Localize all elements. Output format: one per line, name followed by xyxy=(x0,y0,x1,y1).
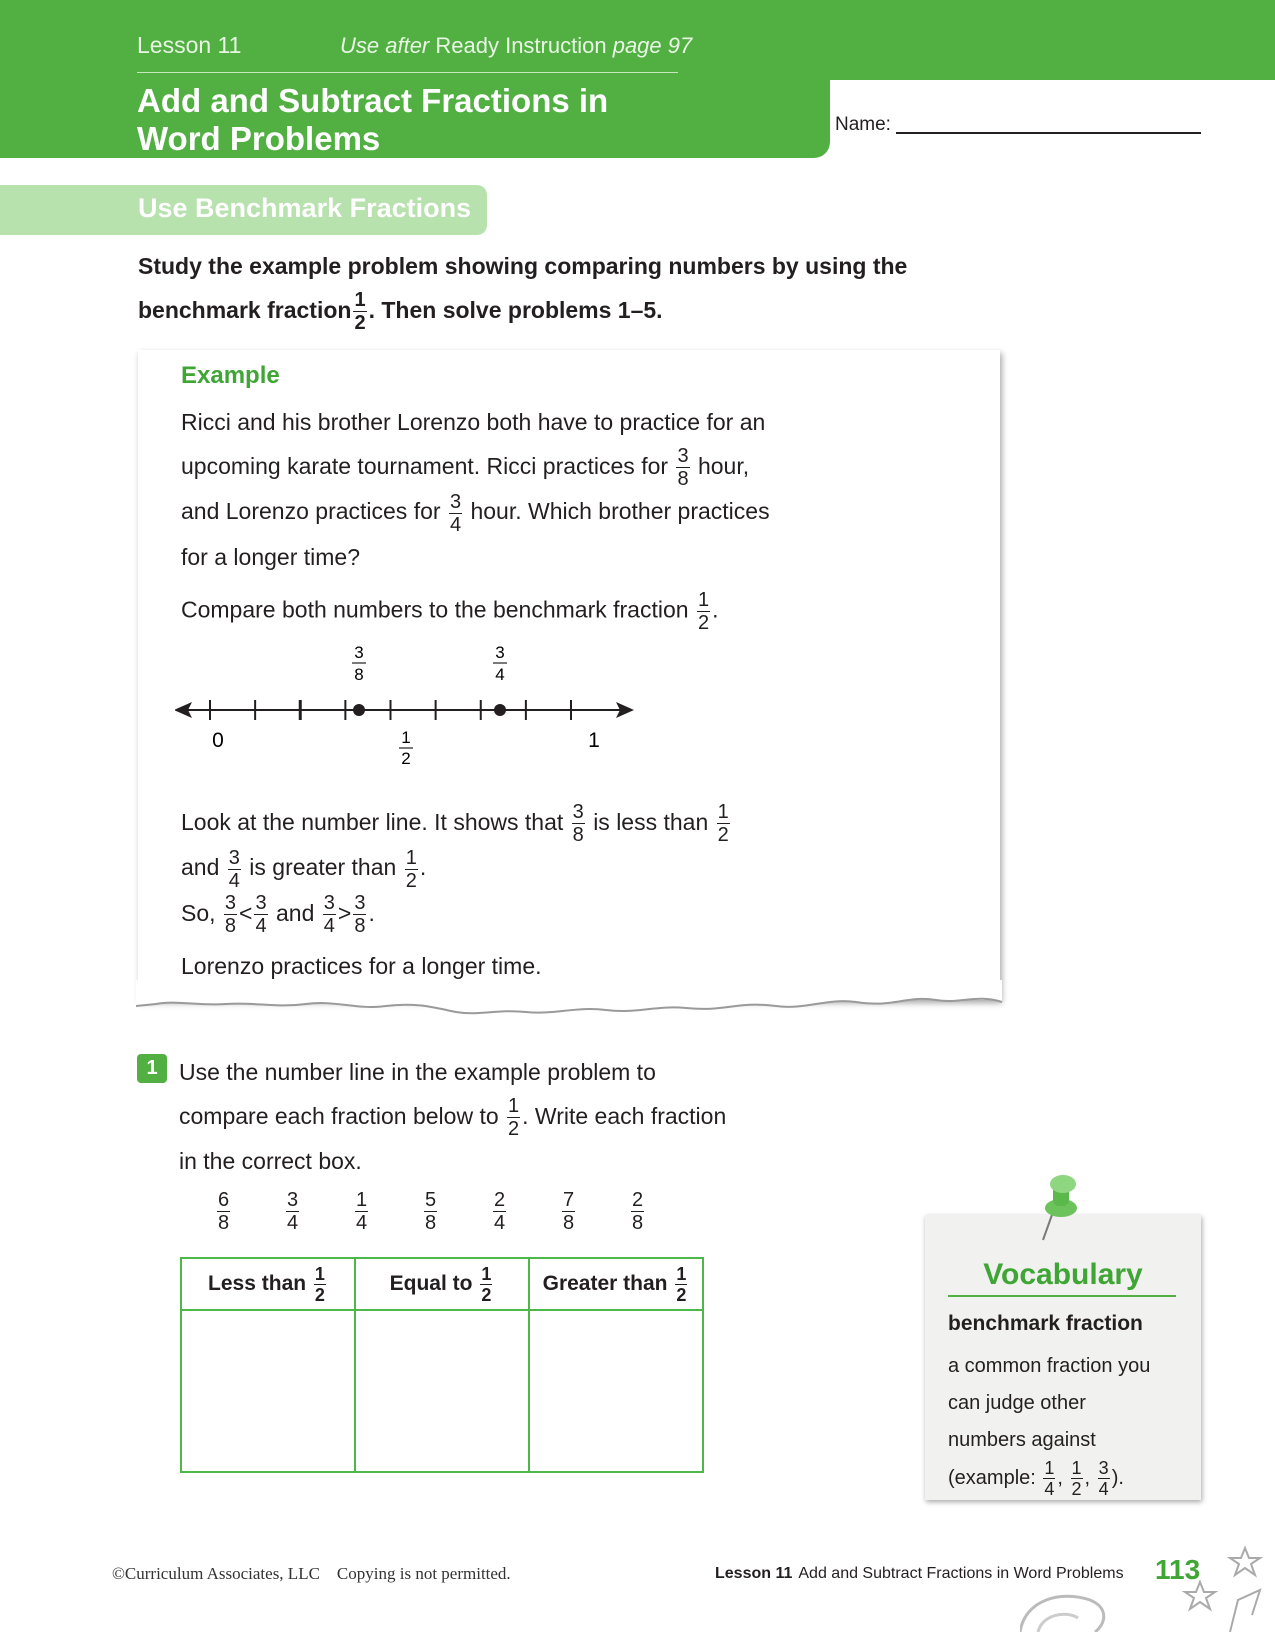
copyright: ©Curriculum Associates, LLC Copying is not permitted. xyxy=(112,1564,511,1583)
drop-box-greater-than[interactable] xyxy=(529,1310,703,1472)
draggable-fraction[interactable]: $\frac{2}{8}$ xyxy=(632,1189,644,1234)
name-field[interactable] xyxy=(896,132,1201,134)
header-divider xyxy=(137,72,678,73)
column-greater-than: Greater than $\frac{1}{2}$ xyxy=(529,1258,703,1310)
number-line xyxy=(175,640,635,770)
lesson-label: Lesson 11 xyxy=(137,32,242,58)
draggable-fraction[interactable]: $\frac{2}{4}$ xyxy=(494,1189,506,1234)
definition-line-1: a common fraction you xyxy=(948,1355,1151,1377)
instructions-text-end: . Then solve problems 1–5. xyxy=(368,297,663,323)
column-less-than: Less than $\frac{1}{2}$ xyxy=(181,1258,355,1310)
example-line-2: upcoming karate tournament. Ricci practices for $\frac{3}{8}$ hour, xyxy=(181,445,750,491)
page-number: 113 xyxy=(1155,1554,1201,1585)
point-3-4 xyxy=(494,704,506,716)
use-after-prefix: Use after xyxy=(340,33,430,58)
use-after-book: Ready Instruction xyxy=(429,33,613,58)
example-line-1: Ricci and his brother Lorenzo both have to practice for an xyxy=(181,409,766,435)
example-problem xyxy=(181,400,821,579)
point-label-3-4-den: 4 xyxy=(495,665,505,684)
vocabulary-term: benchmark fraction xyxy=(948,1312,1143,1335)
decorative-stars-icon xyxy=(1020,1530,1275,1632)
fraction-3-4: $\frac{3}{4}$ xyxy=(255,892,267,938)
fraction-3-8: $\frac{3}{8}$ xyxy=(354,892,366,938)
fraction-3-4: $\frac{3}{4}$ xyxy=(228,846,240,892)
problem-1-text xyxy=(179,1050,779,1183)
fraction-one-half: $\frac{1}{2}$ xyxy=(354,289,366,335)
fraction-one-half: $\frac{1}{2}$ xyxy=(697,589,710,634)
fraction-one-half: $\frac{1}{2}$ xyxy=(405,846,417,892)
point-label-3-8-num: 3 xyxy=(354,643,364,662)
greater-than-sign: > xyxy=(337,899,352,926)
fraction-3-8: $\frac{3}{8}$ xyxy=(572,801,584,847)
problem-line-1: Use the number line in the example problem to xyxy=(179,1059,656,1085)
explanation-line-2: and $\frac{3}{4}$ is greater than $\frac{1}{2}$ . xyxy=(181,846,427,892)
page-title: Add and Subtract Fractions in Word Problems xyxy=(137,82,609,157)
drop-box-equal-to[interactable] xyxy=(355,1310,529,1472)
use-after-note xyxy=(340,33,692,59)
draggable-fraction[interactable]: $\frac{1}{4}$ xyxy=(356,1189,368,1234)
instructions-text: benchmark fraction xyxy=(138,297,352,323)
fraction-one-half: $\frac{1}{2}$ xyxy=(717,801,729,847)
drop-box-less-than[interactable] xyxy=(181,1310,355,1472)
definition-example: (example: $\frac{1}{4}$ , $\frac{1}{2}$ , $\frac{3}{4}$ ). xyxy=(948,1458,1124,1499)
pushpin-icon xyxy=(1035,1172,1085,1242)
instructions-line-1: Study the example problem showing comparing numbers by using the xyxy=(138,253,908,279)
draggable-fraction[interactable]: $\frac{3}{4}$ xyxy=(287,1189,299,1234)
example-line-4: for a longer time? xyxy=(181,543,360,570)
use-after-page: page 97 xyxy=(612,33,693,58)
section-title: Use Benchmark Fractions xyxy=(138,193,472,223)
draggable-fraction[interactable]: $\frac{7}{8}$ xyxy=(563,1189,575,1234)
problem-line-2: compare each fraction below to $\frac{1}{2}$ . Write each fraction xyxy=(179,1095,727,1141)
instructions xyxy=(138,244,988,333)
number-line-label-0: 0 xyxy=(212,729,224,752)
number-line-half-den: 2 xyxy=(401,749,411,768)
explanation-line-3: So, $\frac{3}{8}$ < $\frac{3}{4}$ and $\frac{3}{4}$ > $\frac{3}{8}$ . xyxy=(181,892,375,938)
fraction-3-4: $\frac{3}{4}$ xyxy=(323,892,335,938)
footer-lesson: Lesson 11 Add and Subtract Fractions in Word Problems xyxy=(715,1565,1124,1582)
explanation-line-1: Look at the number line. It shows that $\frac{3}{8}$ is less than $\frac{1}{2}$ xyxy=(181,801,729,847)
compare-instruction: Compare both numbers to the benchmark fraction $\frac{1}{2}$ . xyxy=(181,589,719,634)
example-heading: Example xyxy=(181,362,280,389)
fraction-3-8: $\frac{3}{8}$ xyxy=(224,892,237,938)
point-label-3-4-num: 3 xyxy=(495,643,505,662)
fraction-one-half: $\frac{1}{2}$ xyxy=(508,1095,520,1141)
column-equal-to: Equal to $\frac{1}{2}$ xyxy=(355,1258,529,1310)
problem-number-badge: 1 xyxy=(137,1054,167,1083)
definition-line-2: can judge other xyxy=(948,1392,1086,1414)
point-label-3-8-den: 8 xyxy=(354,665,364,684)
problem-line-3: in the correct box. xyxy=(179,1148,362,1175)
vocabulary-definition xyxy=(948,1348,1188,1498)
sorting-table xyxy=(180,1257,704,1473)
draggable-fraction[interactable]: $\frac{6}{8}$ xyxy=(218,1189,230,1234)
example-line-3: and Lorenzo practices for $\frac{3}{4}$ hour. Which brother practices xyxy=(181,490,770,536)
vocabulary-title: Vocabulary xyxy=(983,1258,1143,1291)
name-label: Name: xyxy=(835,114,891,135)
definition-line-3: numbers against xyxy=(948,1429,1096,1451)
number-line-explanation xyxy=(181,800,801,936)
less-than-sign: < xyxy=(239,899,253,926)
example-conclusion: Lorenzo practices for a longer time. xyxy=(181,953,542,979)
number-line-half-num: 1 xyxy=(401,728,411,747)
torn-edge xyxy=(136,980,1006,1020)
draggable-fraction[interactable]: $\frac{5}{8}$ xyxy=(425,1189,437,1234)
point-3-8 xyxy=(353,704,365,716)
fraction-3-4: $\frac{3}{4}$ xyxy=(449,490,462,536)
fraction-3-8: $\frac{3}{8}$ xyxy=(677,445,689,491)
vocabulary-divider xyxy=(948,1295,1176,1297)
instructions-line-2 xyxy=(138,288,988,333)
number-line-label-1: 1 xyxy=(588,729,600,752)
